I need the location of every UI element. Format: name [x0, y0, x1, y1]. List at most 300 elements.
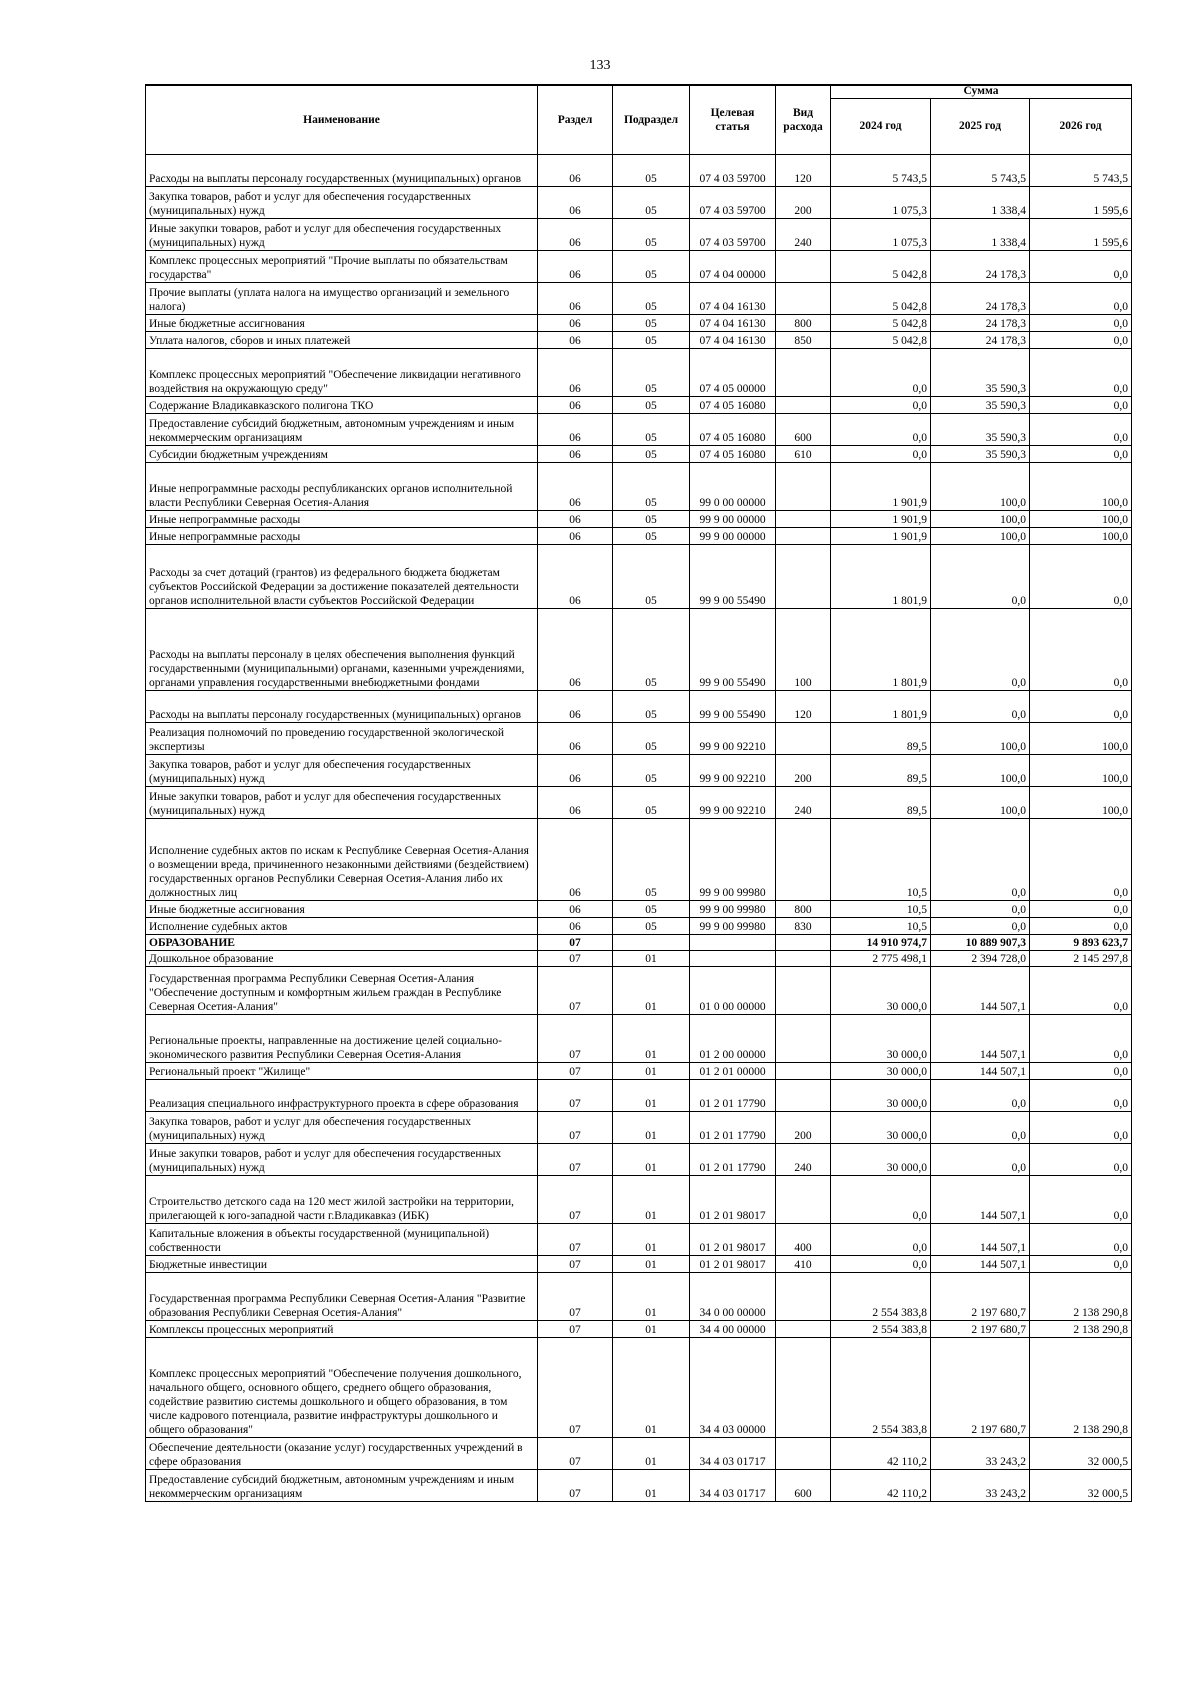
cell-subsection: 05: [613, 754, 690, 786]
cell-subsection: 05: [613, 722, 690, 754]
cell-kind: 830: [776, 917, 831, 934]
cell-sum-2024: 89,5: [831, 786, 931, 818]
cell-sum-2024: 0,0: [831, 445, 931, 462]
cell-kind: [776, 510, 831, 527]
cell-kind: 800: [776, 900, 831, 917]
cell-target: 99 9 00 99980: [690, 917, 776, 934]
cell-sum-2026: 0,0: [1030, 917, 1132, 934]
cell-kind: 100: [776, 608, 831, 690]
cell-sum-2024: 0,0: [831, 348, 931, 396]
cell-sum-2025: 0,0: [931, 818, 1030, 900]
cell-subsection: 01: [613, 1320, 690, 1337]
cell-target: 34 4 03 01717: [690, 1469, 776, 1501]
table-row: [146, 786, 1132, 818]
cell-sum-2025: 2 197 680,7: [931, 1320, 1030, 1337]
cell-kind: [776, 1320, 831, 1337]
cell-name: Региональный проект "Жилище": [146, 1062, 538, 1079]
cell-name: Реализация полномочий по проведению государственной экологической экспертизы: [146, 722, 538, 754]
cell-subsection: 01: [613, 1014, 690, 1062]
cell-sum-2026: 0,0: [1030, 282, 1132, 314]
cell-target: [690, 934, 776, 950]
table-row: [146, 1143, 1132, 1175]
cell-kind: [776, 282, 831, 314]
cell-name: Иные непрограммные расходы: [146, 510, 538, 527]
table-row: [146, 527, 1132, 544]
cell-subsection: 05: [613, 186, 690, 218]
cell-kind: [776, 527, 831, 544]
cell-subsection: 05: [613, 786, 690, 818]
cell-name: Иные закупки товаров, работ и услуг для обеспечения государственных (муниципальных) нужд: [146, 218, 538, 250]
cell-target: 07 4 03 59700: [690, 154, 776, 186]
cell-section: 06: [538, 282, 613, 314]
cell-target: 99 9 00 55490: [690, 690, 776, 722]
cell-name: Расходы за счет дотаций (грантов) из федерального бюджета бюджетам субъектов Российской Федерации за достижение показателей деятельности органов исполнительной власти субъектов Российской Федерации: [146, 544, 538, 608]
cell-target: 07 4 03 59700: [690, 218, 776, 250]
cell-sum-2024: 5 042,8: [831, 331, 931, 348]
cell-subsection: 01: [613, 1469, 690, 1501]
cell-sum-2025: 100,0: [931, 527, 1030, 544]
cell-subsection: 01: [613, 1337, 690, 1437]
cell-name: Предоставление субсидий бюджетным, автономным учреждениям и иным некоммерческим организациям: [146, 413, 538, 445]
cell-name: Иные закупки товаров, работ и услуг для обеспечения государственных (муниципальных) нужд: [146, 1143, 538, 1175]
header-sum: Сумма: [831, 85, 1132, 98]
cell-sum-2024: 14 910 974,7: [831, 934, 931, 950]
cell-name: Иные закупки товаров, работ и услуг для обеспечения государственных (муниципальных) нужд: [146, 786, 538, 818]
cell-kind: [776, 1014, 831, 1062]
table-row: [146, 348, 1132, 396]
cell-sum-2025: 33 243,2: [931, 1437, 1030, 1469]
cell-kind: [776, 934, 831, 950]
table-row: [146, 690, 1132, 722]
cell-sum-2024: 2 554 383,8: [831, 1320, 931, 1337]
table-row: [146, 544, 1132, 608]
cell-target: [690, 950, 776, 966]
cell-sum-2025: 144 507,1: [931, 1062, 1030, 1079]
cell-target: 01 2 01 00000: [690, 1062, 776, 1079]
table-row: [146, 154, 1132, 186]
cell-kind: 200: [776, 1111, 831, 1143]
cell-kind: 800: [776, 314, 831, 331]
cell-sum-2025: 35 590,3: [931, 396, 1030, 413]
table-row: [146, 1062, 1132, 1079]
cell-section: 06: [538, 917, 613, 934]
cell-sum-2024: 2 775 498,1: [831, 950, 931, 966]
cell-subsection: 01: [613, 950, 690, 966]
cell-subsection: 05: [613, 348, 690, 396]
cell-target: 34 4 03 00000: [690, 1337, 776, 1437]
cell-sum-2024: 0,0: [831, 1175, 931, 1223]
cell-section: 07: [538, 1255, 613, 1272]
page-number: 133: [589, 58, 611, 73]
cell-sum-2025: 24 178,3: [931, 282, 1030, 314]
cell-name: Государственная программа Республики Северная Осетия-Алания "Развитие образования Республики Северная Осетия-Алания": [146, 1272, 538, 1320]
cell-name: Иные бюджетные ассигнования: [146, 900, 538, 917]
cell-sum-2024: 1 801,9: [831, 544, 931, 608]
cell-target: 99 0 00 00000: [690, 462, 776, 510]
cell-sum-2026: 0,0: [1030, 314, 1132, 331]
cell-section: 06: [538, 218, 613, 250]
cell-subsection: 05: [613, 413, 690, 445]
cell-target: 99 9 00 55490: [690, 608, 776, 690]
cell-section: 06: [538, 690, 613, 722]
budget-table: [145, 84, 1132, 1502]
cell-sum-2026: 1 595,6: [1030, 186, 1132, 218]
table-row: [146, 445, 1132, 462]
cell-section: 06: [538, 250, 613, 282]
cell-sum-2024: 1 901,9: [831, 462, 931, 510]
cell-sum-2026: 0,0: [1030, 250, 1132, 282]
cell-sum-2024: 0,0: [831, 396, 931, 413]
cell-kind: [776, 950, 831, 966]
cell-sum-2025: 144 507,1: [931, 1255, 1030, 1272]
cell-sum-2025: 0,0: [931, 1143, 1030, 1175]
cell-kind: [776, 462, 831, 510]
cell-sum-2025: 2 197 680,7: [931, 1272, 1030, 1320]
cell-name: Комплекс процессных мероприятий "Обеспечение ликвидации негативного воздействия на окружающую среду": [146, 348, 538, 396]
cell-kind: [776, 250, 831, 282]
cell-section: 07: [538, 1143, 613, 1175]
cell-sum-2026: 2 138 290,8: [1030, 1320, 1132, 1337]
cell-section: 06: [538, 445, 613, 462]
cell-sum-2024: 5 042,8: [831, 282, 931, 314]
header-kind: Вид расхода: [776, 85, 831, 154]
cell-sum-2026: 100,0: [1030, 754, 1132, 786]
table-row: [146, 1469, 1132, 1501]
table-row: [146, 900, 1132, 917]
cell-sum-2026: 100,0: [1030, 510, 1132, 527]
cell-sum-2025: 35 590,3: [931, 348, 1030, 396]
cell-sum-2024: 2 554 383,8: [831, 1272, 931, 1320]
cell-subsection: 05: [613, 331, 690, 348]
cell-name: ОБРАЗОВАНИЕ: [146, 934, 538, 950]
cell-sum-2025: 35 590,3: [931, 413, 1030, 445]
cell-name: Расходы на выплаты персоналу в целях обеспечения выполнения функций государственными (муниципальными) органами, казенными учреждениями, органами управления государственными внебюджетными фондами: [146, 608, 538, 690]
cell-target: 01 2 01 98017: [690, 1223, 776, 1255]
cell-target: 07 4 05 16080: [690, 413, 776, 445]
cell-section: 06: [538, 818, 613, 900]
cell-sum-2025: 144 507,1: [931, 1175, 1030, 1223]
cell-sum-2026: 0,0: [1030, 396, 1132, 413]
cell-sum-2025: 144 507,1: [931, 1014, 1030, 1062]
cell-sum-2024: 30 000,0: [831, 1111, 931, 1143]
cell-name: Строительство детского сада на 120 мест жилой застройки на территории, прилегающей к юго-западной части г.Владикавказ (ИБК): [146, 1175, 538, 1223]
cell-target: 99 9 00 99980: [690, 818, 776, 900]
cell-sum-2026: 100,0: [1030, 527, 1132, 544]
table-row: [146, 1337, 1132, 1437]
cell-sum-2025: 0,0: [931, 544, 1030, 608]
cell-sum-2024: 5 042,8: [831, 314, 931, 331]
cell-subsection: 05: [613, 314, 690, 331]
cell-sum-2024: 10,5: [831, 900, 931, 917]
cell-sum-2026: 1 595,6: [1030, 218, 1132, 250]
cell-section: 06: [538, 754, 613, 786]
cell-sum-2025: 5 743,5: [931, 154, 1030, 186]
cell-name: Комплекс процессных мероприятий "Прочие выплаты по обязательствам государства": [146, 250, 538, 282]
table-row: [146, 1111, 1132, 1143]
cell-sum-2024: 30 000,0: [831, 1143, 931, 1175]
cell-subsection: 05: [613, 282, 690, 314]
cell-target: 99 9 00 99980: [690, 900, 776, 917]
header-2026: 2026 год: [1030, 98, 1132, 154]
cell-sum-2026: 0,0: [1030, 1223, 1132, 1255]
cell-section: 07: [538, 1337, 613, 1437]
cell-sum-2025: 24 178,3: [931, 314, 1030, 331]
cell-sum-2026: 100,0: [1030, 786, 1132, 818]
cell-subsection: 05: [613, 544, 690, 608]
cell-sum-2026: 0,0: [1030, 900, 1132, 917]
cell-target: 34 0 00 00000: [690, 1272, 776, 1320]
cell-subsection: 05: [613, 396, 690, 413]
cell-target: 07 4 04 00000: [690, 250, 776, 282]
cell-name: Предоставление субсидий бюджетным, автономным учреждениям и иным некоммерческим организациям: [146, 1469, 538, 1501]
cell-target: 01 2 00 00000: [690, 1014, 776, 1062]
cell-name: Уплата налогов, сборов и иных платежей: [146, 331, 538, 348]
cell-kind: [776, 1175, 831, 1223]
cell-kind: [776, 544, 831, 608]
cell-kind: [776, 1337, 831, 1437]
cell-section: 07: [538, 934, 613, 950]
cell-sum-2025: 1 338,4: [931, 186, 1030, 218]
cell-section: 07: [538, 1175, 613, 1223]
cell-section: 07: [538, 1014, 613, 1062]
table-row: [146, 314, 1132, 331]
cell-kind: [776, 1272, 831, 1320]
cell-kind: [776, 1062, 831, 1079]
table-row: [146, 818, 1132, 900]
cell-sum-2026: 0,0: [1030, 608, 1132, 690]
cell-subsection: 01: [613, 1062, 690, 1079]
cell-sum-2024: 10,5: [831, 917, 931, 934]
table-row: [146, 1320, 1132, 1337]
cell-section: 07: [538, 1079, 613, 1111]
cell-sum-2026: 5 743,5: [1030, 154, 1132, 186]
cell-kind: [776, 818, 831, 900]
cell-section: 06: [538, 722, 613, 754]
cell-section: 06: [538, 413, 613, 445]
cell-name: Исполнение судебных актов: [146, 917, 538, 934]
cell-subsection: 05: [613, 690, 690, 722]
cell-name: Иные непрограммные расходы: [146, 527, 538, 544]
table-row: [146, 1255, 1132, 1272]
cell-target: 07 4 05 16080: [690, 396, 776, 413]
table-row: [146, 1272, 1132, 1320]
cell-name: Обеспечение деятельности (оказание услуг) государственных учреждений в сфере образования: [146, 1437, 538, 1469]
cell-section: 07: [538, 1469, 613, 1501]
cell-sum-2024: 30 000,0: [831, 1014, 931, 1062]
cell-subsection: 01: [613, 966, 690, 1014]
cell-section: 07: [538, 1272, 613, 1320]
table-row: [146, 754, 1132, 786]
cell-subsection: 01: [613, 1255, 690, 1272]
cell-section: 06: [538, 510, 613, 527]
cell-section: 06: [538, 314, 613, 331]
cell-sum-2025: 24 178,3: [931, 331, 1030, 348]
cell-target: 01 2 01 17790: [690, 1079, 776, 1111]
cell-section: 07: [538, 1223, 613, 1255]
cell-sum-2025: 2 394 728,0: [931, 950, 1030, 966]
cell-sum-2024: 42 110,2: [831, 1469, 931, 1501]
cell-target: 07 4 05 16080: [690, 445, 776, 462]
table-row: [146, 282, 1132, 314]
cell-sum-2026: 0,0: [1030, 1111, 1132, 1143]
cell-sum-2026: 0,0: [1030, 1175, 1132, 1223]
cell-kind: [776, 1437, 831, 1469]
table-row: [146, 966, 1132, 1014]
cell-name: Иные бюджетные ассигнования: [146, 314, 538, 331]
cell-name: Капитальные вложения в объекты государственной (муниципальной) собственности: [146, 1223, 538, 1255]
cell-section: 07: [538, 1437, 613, 1469]
cell-subsection: 05: [613, 527, 690, 544]
table-row: [146, 1014, 1132, 1062]
cell-sum-2024: 5 743,5: [831, 154, 931, 186]
cell-target: 99 9 00 92210: [690, 722, 776, 754]
cell-target: 07 4 03 59700: [690, 186, 776, 218]
cell-target: 99 9 00 92210: [690, 754, 776, 786]
cell-sum-2026: 0,0: [1030, 413, 1132, 445]
cell-sum-2025: 100,0: [931, 754, 1030, 786]
cell-kind: 850: [776, 331, 831, 348]
table-row: [146, 950, 1132, 966]
cell-subsection: 01: [613, 1143, 690, 1175]
cell-kind: 610: [776, 445, 831, 462]
cell-subsection: 01: [613, 1175, 690, 1223]
cell-sum-2026: 0,0: [1030, 544, 1132, 608]
cell-kind: 240: [776, 786, 831, 818]
cell-sum-2024: 0,0: [831, 413, 931, 445]
cell-sum-2026: 0,0: [1030, 818, 1132, 900]
cell-sum-2024: 30 000,0: [831, 1062, 931, 1079]
cell-sum-2024: 89,5: [831, 754, 931, 786]
cell-subsection: 01: [613, 1272, 690, 1320]
cell-name: Реализация специального инфраструктурного проекта в сфере образования: [146, 1079, 538, 1111]
cell-sum-2024: 0,0: [831, 1255, 931, 1272]
cell-sum-2026: 2 145 297,8: [1030, 950, 1132, 966]
cell-sum-2025: 0,0: [931, 917, 1030, 934]
cell-sum-2025: 0,0: [931, 608, 1030, 690]
header-2024: 2024 год: [831, 98, 931, 154]
cell-name: Бюджетные инвестиции: [146, 1255, 538, 1272]
cell-sum-2024: 1 075,3: [831, 186, 931, 218]
cell-name: Закупка товаров, работ и услуг для обеспечения государственных (муниципальных) нужд: [146, 186, 538, 218]
cell-subsection: 05: [613, 218, 690, 250]
cell-section: 06: [538, 462, 613, 510]
cell-subsection: 05: [613, 250, 690, 282]
header-subsection: Подраздел: [613, 85, 690, 154]
table-row: [146, 1223, 1132, 1255]
table-row: [146, 934, 1132, 950]
cell-sum-2026: 100,0: [1030, 722, 1132, 754]
cell-section: 06: [538, 544, 613, 608]
cell-sum-2025: 0,0: [931, 690, 1030, 722]
cell-sum-2025: 35 590,3: [931, 445, 1030, 462]
header-target: Целевая статья: [690, 85, 776, 154]
cell-subsection: 05: [613, 917, 690, 934]
cell-sum-2026: 0,0: [1030, 1143, 1132, 1175]
cell-subsection: 05: [613, 445, 690, 462]
cell-target: 99 9 00 55490: [690, 544, 776, 608]
cell-subsection: 01: [613, 1437, 690, 1469]
cell-section: 07: [538, 966, 613, 1014]
cell-name: Дошкольное образование: [146, 950, 538, 966]
table-row: [146, 917, 1132, 934]
cell-section: 06: [538, 527, 613, 544]
cell-sum-2026: 2 138 290,8: [1030, 1337, 1132, 1437]
cell-sum-2024: 10,5: [831, 818, 931, 900]
cell-name: Прочие выплаты (уплата налога на имущество организаций и земельного налога): [146, 282, 538, 314]
cell-name: Исполнение судебных актов по искам к Республике Северная Осетия-Алания о возмещении вреда, причиненного незаконными действиями (бездействием) государственных органов Республики Северная Осетия-Алания либо их должностных лиц: [146, 818, 538, 900]
cell-sum-2025: 33 243,2: [931, 1469, 1030, 1501]
cell-kind: 400: [776, 1223, 831, 1255]
cell-sum-2026: 0,0: [1030, 690, 1132, 722]
table-row: [146, 510, 1132, 527]
cell-name: Закупка товаров, работ и услуг для обеспечения государственных (муниципальных) нужд: [146, 1111, 538, 1143]
cell-section: 07: [538, 1062, 613, 1079]
cell-section: 06: [538, 154, 613, 186]
cell-name: Комплексы процессных мероприятий: [146, 1320, 538, 1337]
cell-sum-2026: 9 893 623,7: [1030, 934, 1132, 950]
cell-sum-2026: 2 138 290,8: [1030, 1272, 1132, 1320]
cell-sum-2025: 2 197 680,7: [931, 1337, 1030, 1437]
cell-sum-2025: 24 178,3: [931, 250, 1030, 282]
cell-subsection: 05: [613, 154, 690, 186]
cell-kind: 240: [776, 218, 831, 250]
cell-sum-2024: 1 801,9: [831, 608, 931, 690]
cell-subsection: 05: [613, 462, 690, 510]
cell-name: Расходы на выплаты персоналу государственных (муниципальных) органов: [146, 690, 538, 722]
cell-target: 07 4 04 16130: [690, 282, 776, 314]
cell-sum-2024: 2 554 383,8: [831, 1337, 931, 1437]
cell-sum-2024: 1 075,3: [831, 218, 931, 250]
table-row: [146, 250, 1132, 282]
cell-name: Комплекс процессных мероприятий "Обеспечение получения дошкольного, начального общего, основного общего, среднего общего образования, содействие развитию системы дошкольного и общего образования, в том числе кадрового потенциала, развитие инфраструктуры дошкольного и общего образования": [146, 1337, 538, 1437]
cell-subsection: 01: [613, 1111, 690, 1143]
cell-target: 07 4 04 16130: [690, 331, 776, 348]
cell-section: 06: [538, 786, 613, 818]
cell-name: Государственная программа Республики Северная Осетия-Алания "Обеспечение доступным и комфортным жильем граждан в Республике Северная Осетия-Алания": [146, 966, 538, 1014]
cell-section: 06: [538, 608, 613, 690]
cell-kind: 410: [776, 1255, 831, 1272]
cell-sum-2025: 100,0: [931, 510, 1030, 527]
cell-target: 99 9 00 92210: [690, 786, 776, 818]
cell-sum-2026: 0,0: [1030, 966, 1132, 1014]
cell-sum-2026: 100,0: [1030, 462, 1132, 510]
cell-sum-2024: 30 000,0: [831, 1079, 931, 1111]
table-row: [146, 331, 1132, 348]
table-row: [146, 396, 1132, 413]
cell-section: 06: [538, 186, 613, 218]
cell-target: 01 2 01 17790: [690, 1111, 776, 1143]
table-row: [146, 1079, 1132, 1111]
table-row: [146, 1175, 1132, 1223]
cell-sum-2026: 0,0: [1030, 445, 1132, 462]
cell-target: 34 4 00 00000: [690, 1320, 776, 1337]
header-name: Наименование: [146, 85, 538, 154]
cell-name: Региональные проекты, направленные на достижение целей социально-экономического развития Республики Северная Осетия-Алания: [146, 1014, 538, 1062]
cell-section: 06: [538, 331, 613, 348]
cell-target: 34 4 03 01717: [690, 1437, 776, 1469]
cell-kind: [776, 348, 831, 396]
cell-section: 07: [538, 1320, 613, 1337]
table-row: [146, 722, 1132, 754]
cell-subsection: 05: [613, 900, 690, 917]
cell-kind: [776, 1079, 831, 1111]
cell-sum-2026: 0,0: [1030, 348, 1132, 396]
cell-subsection: 05: [613, 818, 690, 900]
table-row: [146, 186, 1132, 218]
header-2025: 2025 год: [931, 98, 1030, 154]
cell-section: 06: [538, 396, 613, 413]
cell-section: 06: [538, 900, 613, 917]
